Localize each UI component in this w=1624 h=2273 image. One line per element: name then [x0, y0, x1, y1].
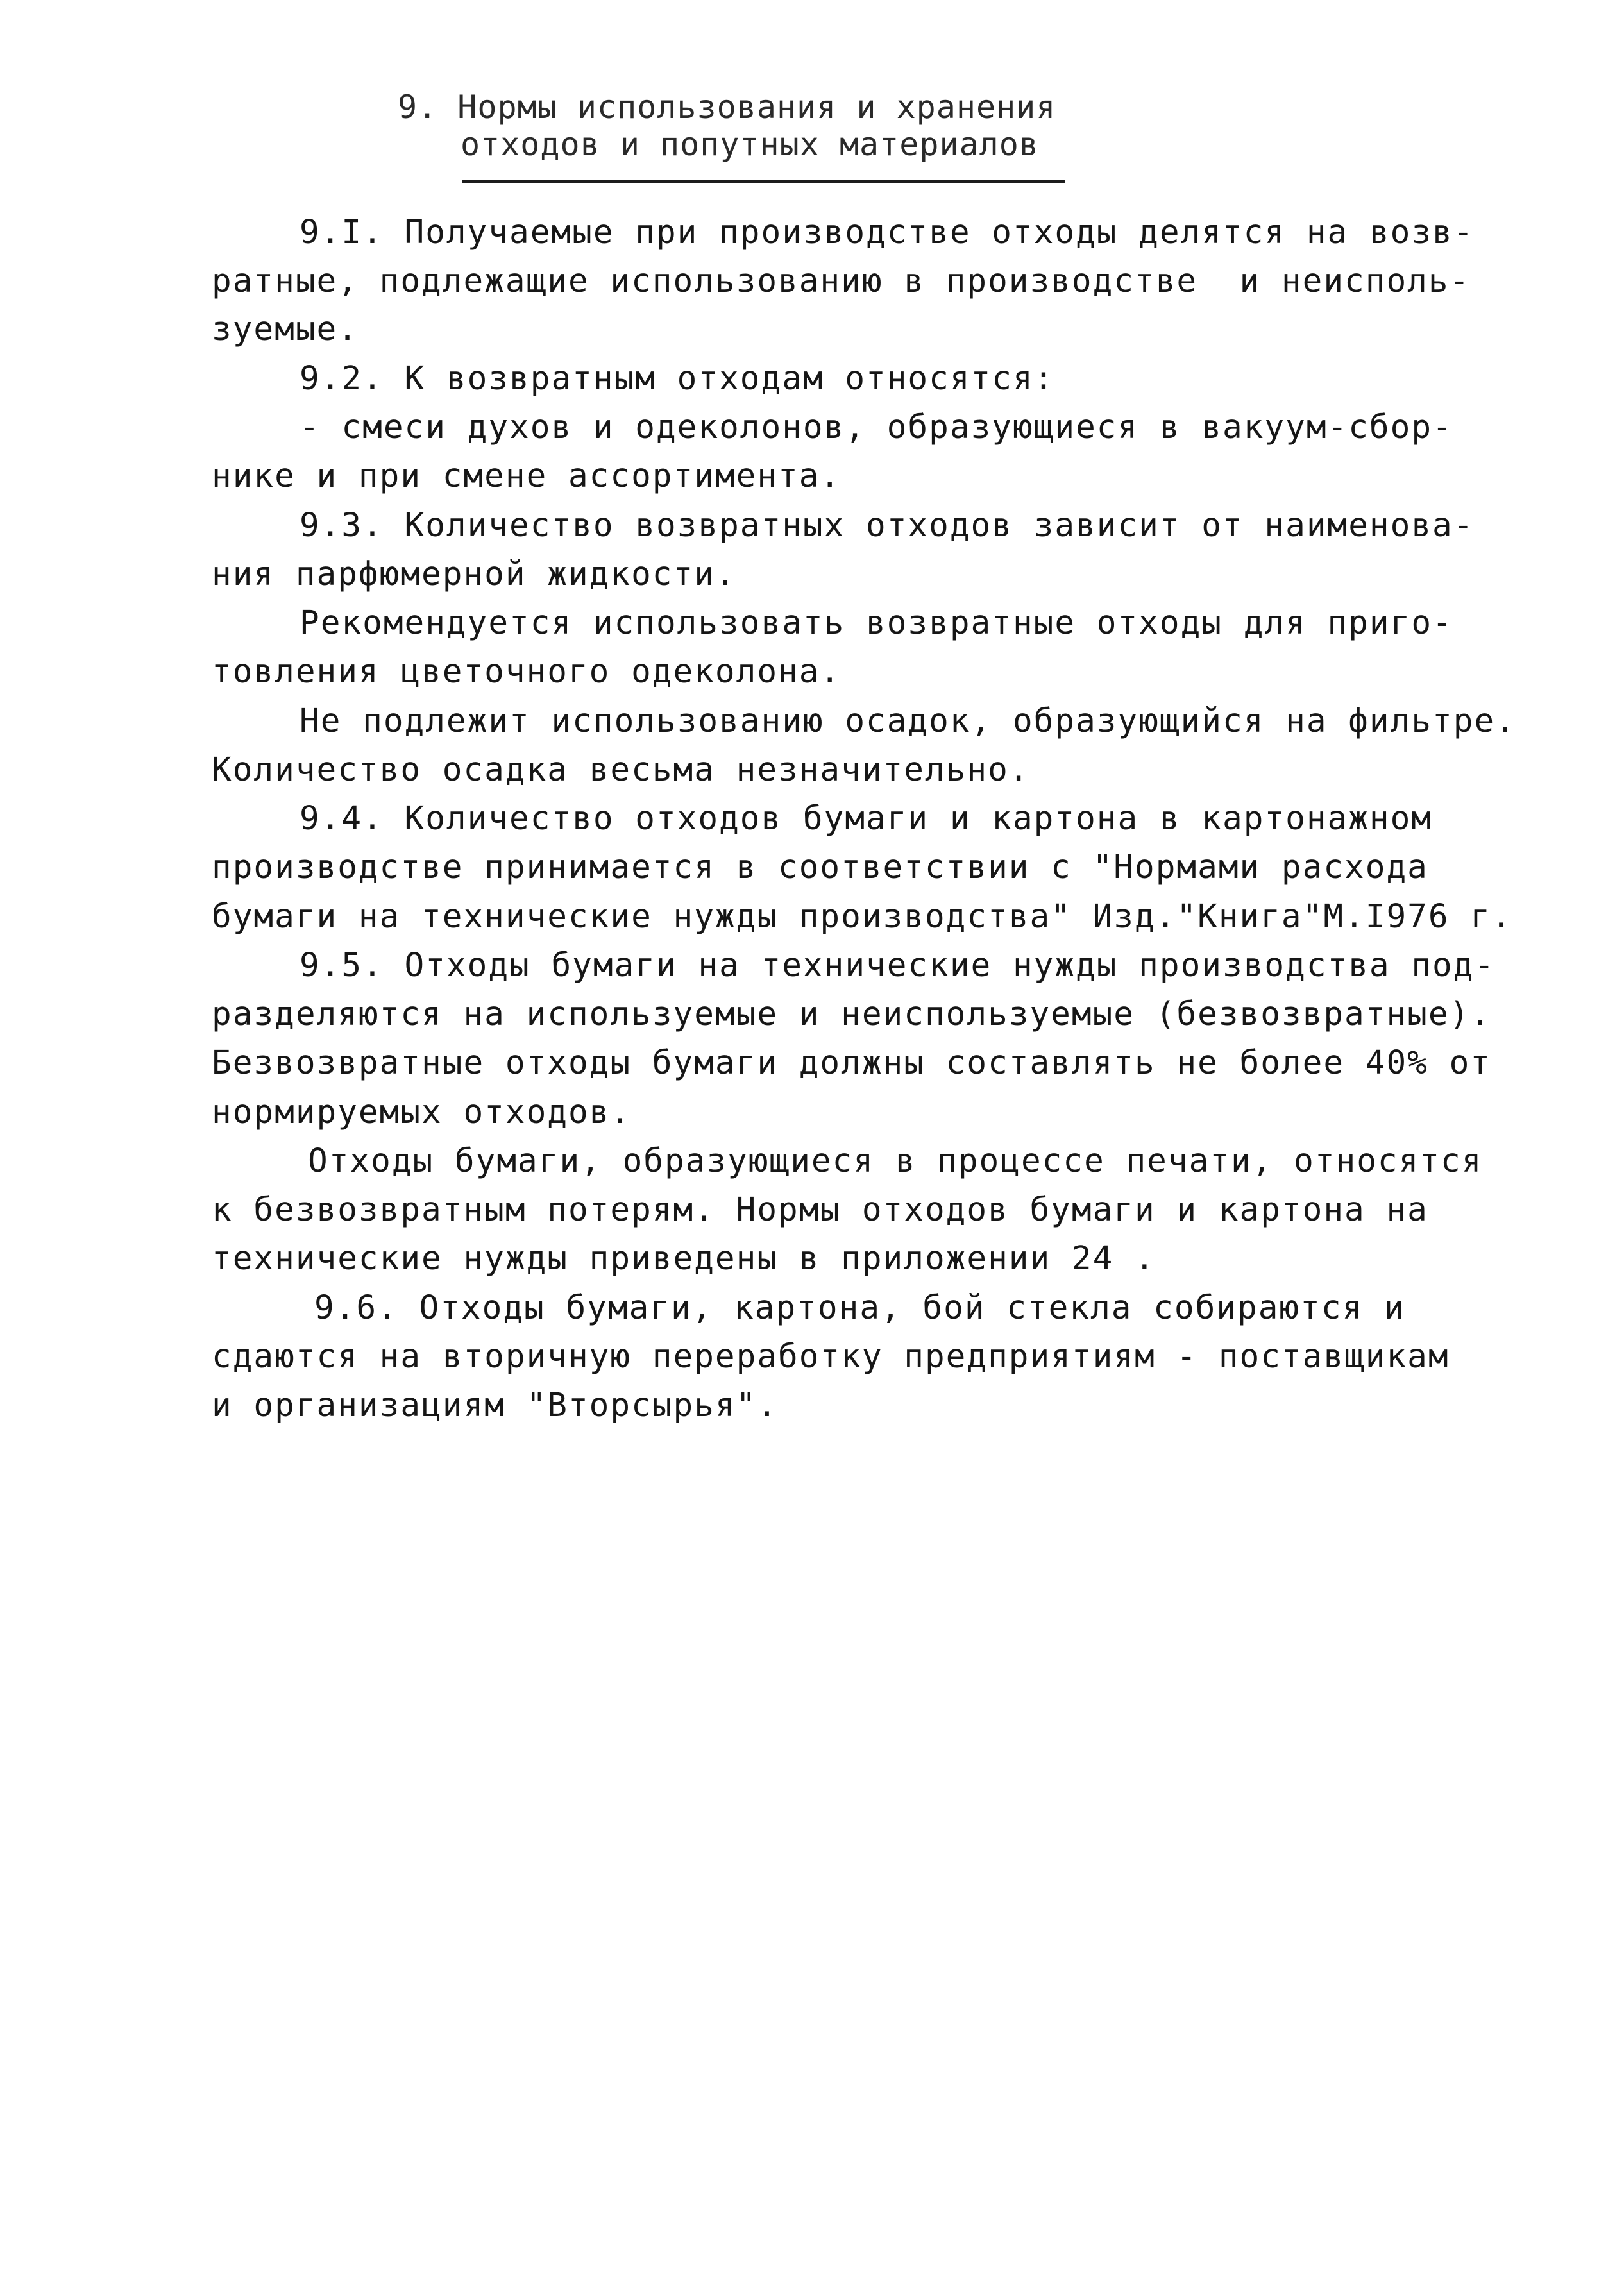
text-line: технические нужды приведены в приложении 24 . [212, 1240, 1156, 1278]
text-line: сдаются на вторичную переработку предприятиям - поставщикам [212, 1338, 1450, 1376]
text-line: - смеси духов и одеколонов, образующиеся в вакуум-сбор- [300, 409, 1453, 446]
text-line: 9.4. Количество отходов бумаги и картона в картонажном [300, 800, 1433, 838]
text-line: Безвозвратные отходы бумаги должны составлять не более 40% от [212, 1044, 1491, 1082]
section-heading [398, 89, 1065, 163]
text-line: 9.3. Количество возвратных отходов зависит от наименова- [300, 507, 1475, 545]
heading-line-2: отходов и попутных материалов [461, 126, 1039, 163]
text-line: Рекомендуется использовать возвратные отходы для приго- [300, 604, 1453, 642]
text-line: 9.6. Отходы бумаги, картона, бой стекла собираются и [314, 1289, 1405, 1327]
text-line: зуемые. [212, 310, 359, 348]
text-line: бумаги на технические нужды производства" Изд."Книга"М.I976 г. [212, 898, 1512, 936]
text-line: к безвозвратным потерям. Нормы отходов бумаги и картона на [212, 1191, 1428, 1229]
text-line: товления цветочного одеколона. [212, 653, 842, 691]
text-line: Количество осадка весьма незначительно. [212, 751, 1030, 789]
heading-underline [462, 180, 1065, 183]
text-line: производстве принимается в соответствии с "Нормами расхода [212, 849, 1428, 886]
text-line: Не подлежит использованию осадок, образующийся на фильтре. [300, 702, 1516, 740]
text-line: и организациям "Вторсырья". [212, 1387, 779, 1424]
text-line: 9.5. Отходы бумаги на технические нужды производства под- [300, 947, 1496, 984]
text-line: ния парфюмерной жидкости. [212, 555, 736, 593]
text-line: Отходы бумаги, образующиеся в процессе печати, относятся [308, 1142, 1483, 1180]
heading-line-1: 9. Нормы использования и хранения [398, 89, 1056, 126]
text-line: разделяются на используемые и неиспользуемые (безвозвратные). [212, 995, 1491, 1033]
text-line: 9.2. К возвратным отходам относятся: [300, 360, 1055, 398]
text-line: 9.I. Получаемые при производстве отходы делятся на возв- [300, 214, 1475, 251]
text-line: ратные, подлежащие использованию в производстве и неисполь- [212, 262, 1471, 300]
text-line: нормируемых отходов. [212, 1094, 632, 1131]
text-line: нике и при смене ассортимента. [212, 457, 842, 495]
